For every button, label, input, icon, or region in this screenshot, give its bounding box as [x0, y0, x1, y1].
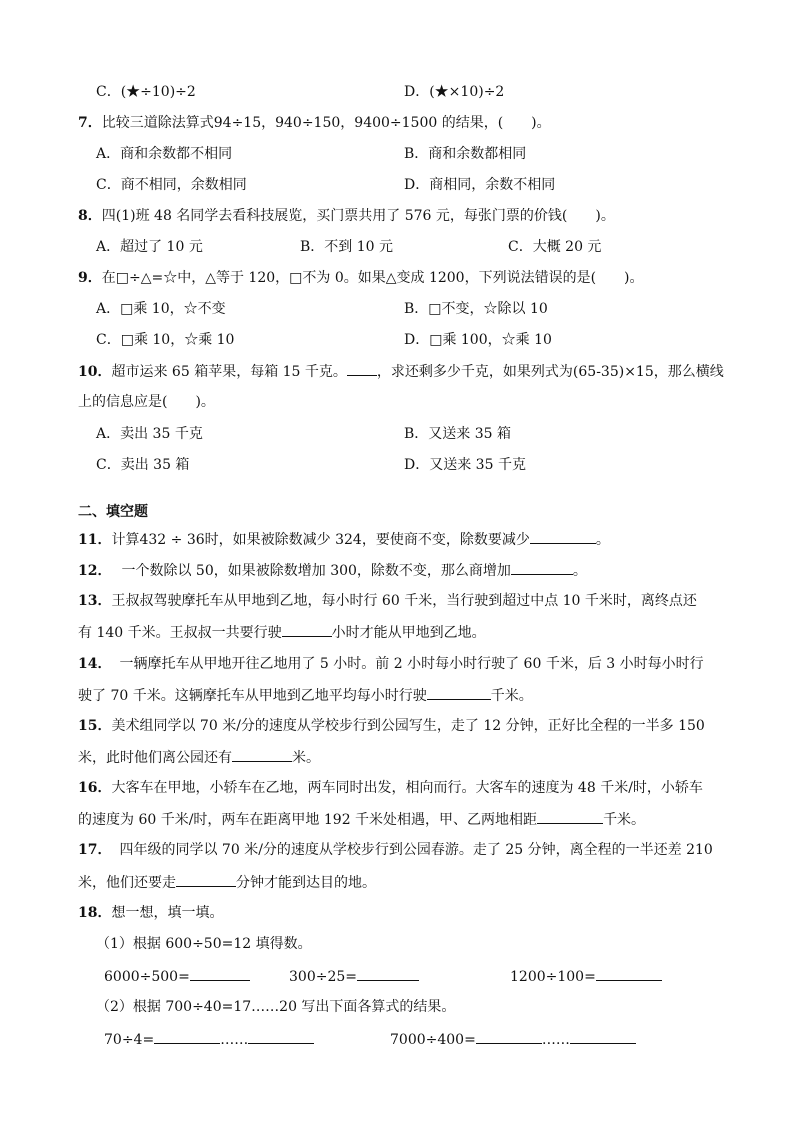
- answer-blank[interactable]: [347, 361, 377, 376]
- question-9: [78, 268, 644, 288]
- question-number: 9．: [78, 270, 102, 286]
- question-text: 一个数除以 50，如果被除数增加 300，除数不变，那么商增加: [121, 563, 511, 579]
- question-text: 米，他们还要走: [78, 875, 176, 891]
- question-11: [78, 529, 610, 550]
- question-text: 一辆摩托车从甲地开往乙地用了 5 小时。前 2 小时每小时行驶了 60 千米，后 3 小时每小时行: [119, 656, 704, 672]
- answer-blank[interactable]: [530, 529, 596, 544]
- section-title: 二、填空题: [78, 504, 148, 520]
- q8-option-b[interactable]: B．不到 10 元: [300, 239, 394, 255]
- question-number: 16．: [78, 780, 112, 796]
- answer-blank[interactable]: [190, 966, 250, 981]
- question-text-end: 千米。: [603, 812, 646, 828]
- q9-option-b[interactable]: B．□不变，☆除以 10: [404, 301, 548, 317]
- question-text-cont: ，求还剩多少千克，如果列式为(65-35)×15，那么横线: [376, 364, 724, 380]
- q10-option-c[interactable]: C．卖出 35 箱: [96, 457, 190, 473]
- quotient-blank[interactable]: [154, 1029, 220, 1044]
- remainder-blank[interactable]: [570, 1029, 636, 1044]
- question-10-line2: 上的信息应是( )。: [78, 394, 215, 410]
- question-text-end: 。: [572, 563, 587, 579]
- q7-option-c[interactable]: C．商不相同，余数相同: [96, 177, 247, 193]
- question-number: 14．: [78, 656, 112, 672]
- question-text-end: 。: [595, 532, 610, 548]
- question-text: 想一想，填一填。: [111, 905, 224, 921]
- answer-blank[interactable]: [511, 560, 573, 575]
- question-13: [78, 591, 697, 611]
- question-number: 11．: [78, 532, 112, 548]
- question-text: 美术组同学以 70 米/分的速度从学校步行到公园写生，走了 12 分钟，正好比全程的一半多 150: [111, 718, 705, 734]
- q10-option-d[interactable]: D．又送来 35 千克: [404, 457, 526, 473]
- question-7: [78, 113, 551, 133]
- quotient-blank[interactable]: [476, 1029, 542, 1044]
- q7-option-a[interactable]: A．商和余数都不相同: [96, 146, 233, 162]
- q9-option-a[interactable]: A．□乘 10，☆不变: [96, 301, 226, 317]
- expression: 70÷4=: [104, 1032, 155, 1048]
- q18-p1-expr3: [510, 966, 662, 987]
- question-text-end: 千米。: [490, 688, 533, 704]
- question-13-line2: [78, 622, 486, 643]
- question-number: 12．: [78, 563, 112, 579]
- question-text: 在□÷△=☆中，△等于 120，□不为 0。如果△变成 1200，下列说法错误的是( )。: [101, 270, 644, 286]
- option-d[interactable]: D．(★×10)÷2: [404, 84, 505, 100]
- question-text: 驶了 70 千米。这辆摩托车从甲地到乙地平均每小时行驶: [78, 688, 427, 704]
- question-text: 四(1)班 48 名同学去看科技展览，买门票共用了 576 元，每张门票的价钱( )。: [101, 208, 615, 224]
- q7-option-b[interactable]: B．商和余数都相同: [404, 146, 527, 162]
- q8-option-c[interactable]: C．大概 20 元: [508, 239, 602, 255]
- q18-p2-expr1: [104, 1029, 314, 1050]
- question-number: 13．: [78, 593, 112, 609]
- q10-option-b[interactable]: B．又送来 35 箱: [404, 426, 512, 442]
- expression: 300÷25=: [289, 969, 357, 985]
- question-number: 10．: [78, 364, 112, 380]
- answer-blank[interactable]: [427, 685, 491, 700]
- expression: 7000÷400=: [390, 1032, 476, 1048]
- question-text: 四年级的同学以 70 米/分的速度从学校步行到公园春游。走了 25 分钟，离全程的一半还差 210: [119, 842, 713, 858]
- answer-blank[interactable]: [282, 622, 332, 637]
- question-8: [78, 206, 615, 226]
- question-18: [78, 903, 223, 923]
- question-number: 18．: [78, 905, 112, 921]
- question-text-end: 米。: [292, 750, 320, 766]
- q7-option-d[interactable]: D．商相同，余数不相同: [404, 177, 556, 193]
- question-14-line2: [78, 685, 533, 706]
- question-15-line2: [78, 747, 320, 768]
- q18-p2-expr2: [390, 1029, 636, 1050]
- question-text: 比较三道除法算式94÷15，940÷150，9400÷1500 的结果，( )。: [101, 115, 551, 131]
- question-16: [78, 778, 703, 798]
- q8-option-a[interactable]: A．超过了 10 元: [96, 239, 203, 255]
- answer-blank[interactable]: [357, 966, 419, 981]
- q18-p1-expr2: [289, 966, 419, 987]
- answer-blank[interactable]: [596, 966, 662, 981]
- q18-part1-label: （1）根据 600÷50=12 填得数。: [96, 936, 312, 952]
- question-text: 大客车在甲地，小轿车在乙地，两车同时出发，相向而行。大客车的速度为 48 千米/时，小轿车: [111, 780, 703, 796]
- expression: 6000÷500=: [104, 969, 190, 985]
- question-17: [78, 840, 713, 860]
- question-text-end: 小时才能从甲地到乙地。: [331, 625, 486, 641]
- answer-blank[interactable]: [537, 809, 603, 824]
- q10-option-a[interactable]: A．卖出 35 千克: [96, 426, 203, 442]
- q18-part2-label: （2）根据 700÷40=17……20 写出下面各算式的结果。: [96, 999, 456, 1015]
- question-16-line2: [78, 809, 645, 830]
- q9-option-d[interactable]: D．□乘 100，☆乘 10: [404, 332, 552, 348]
- question-17-line2: [78, 872, 376, 893]
- ellipsis: ……: [220, 1032, 249, 1048]
- question-text: 计算432 ÷ 36时，如果被除数减少 324，要使商不变，除数要减少: [111, 532, 530, 548]
- question-text: 的速度为 60 千米/时，两车在距离甲地 192 千米处相遇，甲、乙两地相距: [78, 812, 538, 828]
- question-number: 7．: [78, 115, 102, 131]
- question-text: 米，此时他们离公园还有: [78, 750, 232, 766]
- question-text: 有 140 千米。王叔叔一共要行驶: [78, 625, 282, 641]
- expression: 1200÷100=: [510, 969, 596, 985]
- question-text: 超市运来 65 箱苹果，每箱 15 千克。: [111, 364, 347, 380]
- remainder-blank[interactable]: [248, 1029, 314, 1044]
- question-10: [78, 361, 724, 382]
- ellipsis: ……: [541, 1032, 570, 1048]
- option-c[interactable]: C．(★÷10)÷2: [96, 84, 196, 100]
- q9-option-c[interactable]: C．□乘 10，☆乘 10: [96, 332, 235, 348]
- answer-blank[interactable]: [232, 747, 292, 762]
- question-number: 15．: [78, 718, 112, 734]
- question-text: 王叔叔驾驶摩托车从甲地到乙地，每小时行 60 千米，当行驶到超过中点 10 千米时，离终点还: [111, 593, 697, 609]
- question-number: 17．: [78, 842, 112, 858]
- question-text-end: 分钟才能到达目的地。: [236, 875, 376, 891]
- question-number: 8．: [78, 208, 102, 224]
- answer-blank[interactable]: [176, 872, 236, 887]
- question-15: [78, 716, 705, 736]
- question-12: [78, 560, 587, 581]
- q18-p1-expr1: [104, 966, 250, 987]
- question-14: [78, 654, 704, 674]
